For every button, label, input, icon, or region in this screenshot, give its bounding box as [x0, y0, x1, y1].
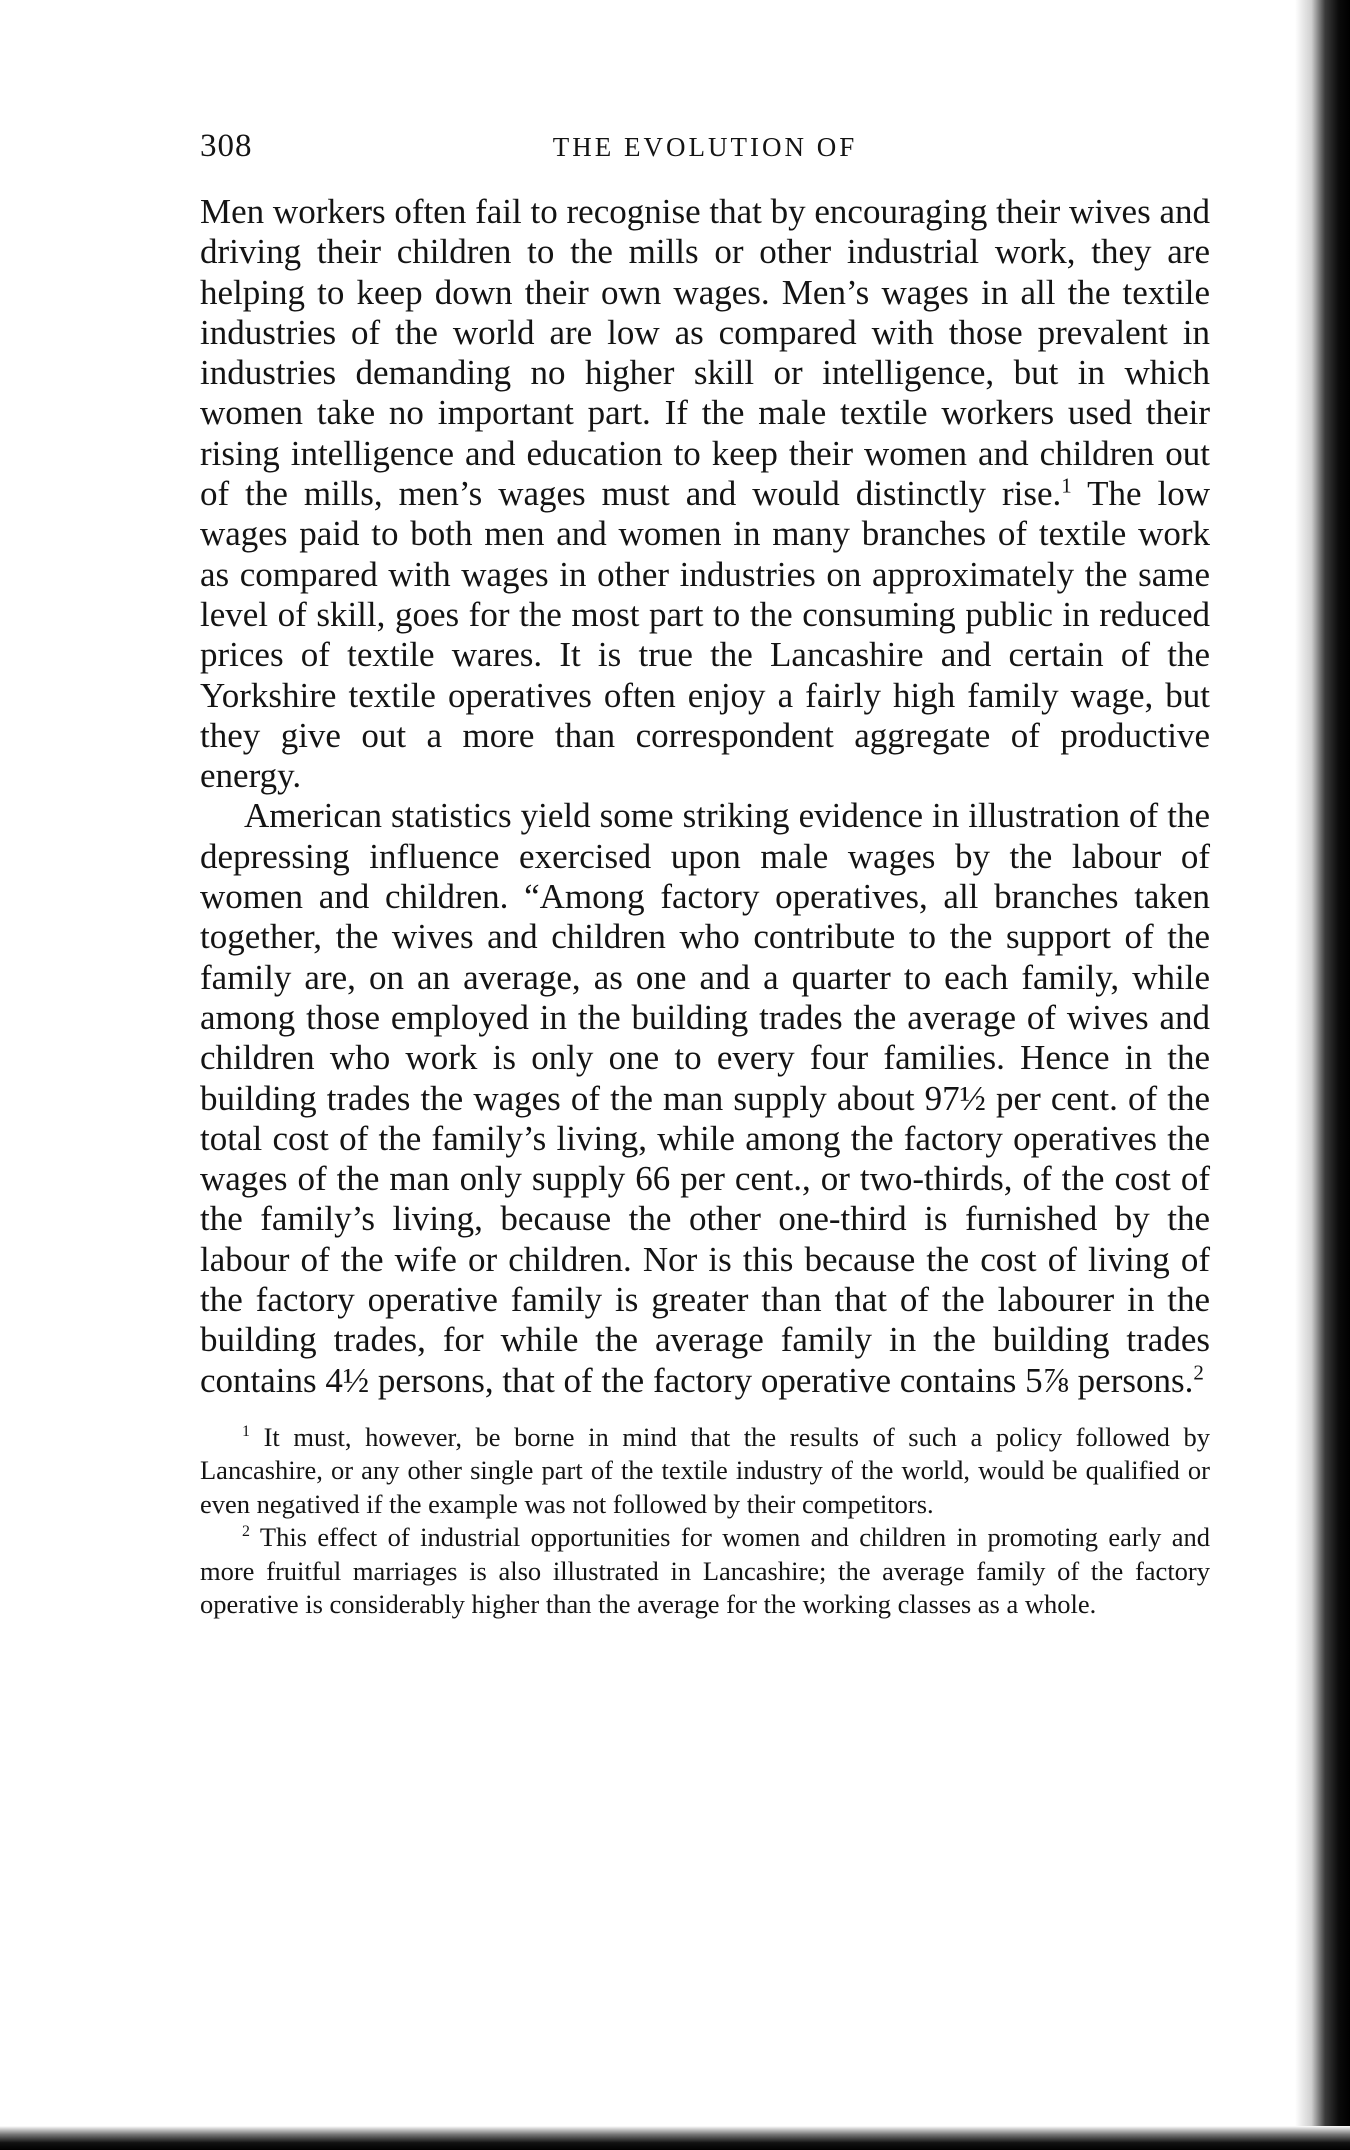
text-block [200, 128, 1210, 1622]
paragraph-text: Men workers often fail to recognise that by encouraging their wives and driving their children to the mills or other industrial work, they are helping to keep down their own wages. Men’s wages in all the textile industries of the world are low as compared with those prevalent in industries demanding no higher skill or intelligence, but in which women take no important part. If the male textile workers used their rising intelligence and education to keep their women and children out of the mills, men’s wages must and would distinctly rise. [200, 192, 1210, 514]
running-title: THE EVOLUTION OF [552, 132, 858, 162]
footnotes [200, 1421, 1210, 1622]
scanned-page-edge-shadow [1295, 0, 1350, 2150]
footnote-marker: 2 [242, 1523, 250, 1541]
body-paragraph [200, 192, 1210, 796]
paragraph-text: The low wages paid to both men and women in many branches of textile work as compared with wages in other industries on approximately the same level of skill, goes for the most part to the consuming public in reduced prices of textile wares. It is true the Lancashire and certain of the Yorkshire textile operatives often enjoy a fairly high family wage, but they give out a more than correspondent aggregate of productive energy. [200, 474, 1210, 796]
footnote-text: This effect of industrial opportunities for women and children in promoting early and more fruitful marriages is also illustrated in Lancashire; the average family of the factory operative is considerably higher than the average for the working classes as a whole. [200, 1522, 1210, 1620]
footnote-reference: 1 [1061, 473, 1072, 498]
page-number: 308 [200, 128, 253, 164]
footnote [200, 1521, 1210, 1622]
running-head [200, 128, 1210, 186]
footnote-text: It must, however, be borne in mind that the results of such a policy followed by Lancashire, or any other single part of the textile industry of the world, would be qualified or even negatived if the example was not followed by their competitors. [200, 1421, 1210, 1519]
paragraph-text: American statistics yield some striking evidence in illustration of the depressing influence exercised upon male wages by the labour of women and children. “Among factory operatives, all branches taken together, the wives and children who contribute to the support of the family are, on an average, as one and a quarter to each family, while among those employed in the building trades the average of wives and children who work is only one to every four families. Hence in the building trades the wages of the man supply about 97½ per cent. of the total cost of the family’s living, while among the factory operatives the wages of the man only supply 66 per cent., or two-thirds, of the cost of the family’s living, because the other one-third is furnished by the labour of the wife or children. Nor is this because the cost of living of the factory operative family is greater than that of the labourer in the building trades, for while the average family in the building trades contains 4½ persons, that of the factory operative contains 5⅞ persons. [200, 796, 1210, 1400]
footnote [200, 1421, 1210, 1522]
body-paragraph [200, 796, 1210, 1400]
scanned-bottom-edge-shadow [0, 2126, 1350, 2150]
footnote-reference: 2 [1193, 1359, 1204, 1384]
footnote-marker: 1 [242, 1423, 250, 1441]
